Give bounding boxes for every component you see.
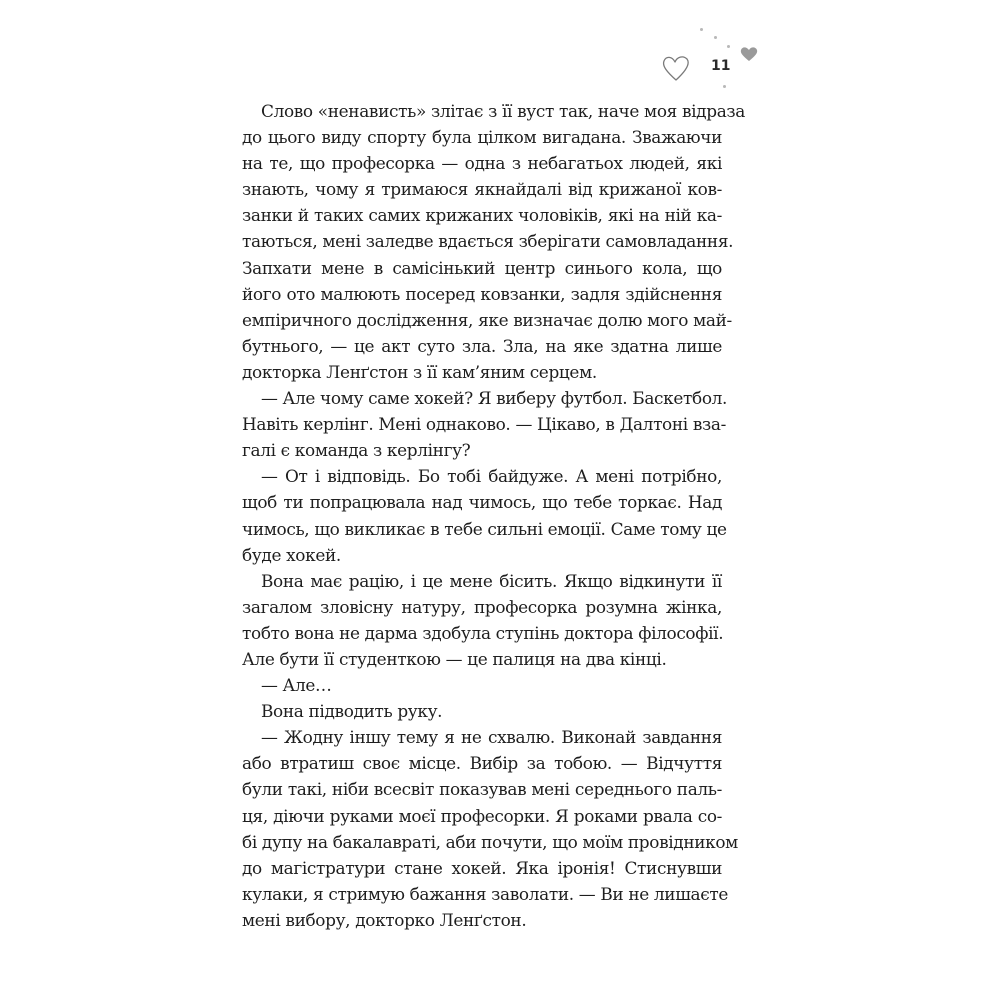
text-line: таються, мені заледве вдається зберігати самовладання.: [242, 231, 734, 252]
decor-dot: [700, 28, 703, 31]
text-line: були такі, ніби всесвіт показував мені середнього паль-: [242, 779, 722, 800]
text-line: на те, що професорка — одна з небагатьох людей, які: [242, 153, 722, 174]
text-line: емпіричного дослідження, яке визначає долю мого май-: [242, 309, 732, 330]
text-line: буде хокей.: [242, 544, 341, 565]
text-line: Вона підводить руку.: [261, 701, 443, 722]
text-line: Запхати мене в самісінький центр синього кола, що: [242, 257, 722, 278]
text-line: бі дупу на бакалавраті, аби почути, що моїм провідником: [242, 831, 738, 852]
text-line: його ото малюють посеред ковзанки, задля здійснення: [242, 283, 722, 304]
text-line: знають, чому я тримаюся якнайдалі від крижаної ков-: [242, 179, 722, 200]
page-number: 11: [711, 58, 731, 74]
text-line: бутнього, — це акт суто зла. Зла, на яке здатна лише: [242, 335, 722, 356]
text-line: кулаки, я стримую бажання заволати. — Ви не лишаєте: [242, 883, 729, 904]
text-line: Слово «ненависть» злітає з її вуст так, наче моя відраза: [261, 101, 745, 121]
text-line: загалом зловісну натуру, професорка розумна жінка,: [242, 596, 722, 617]
decor-dot: [727, 45, 730, 48]
text-line: занки й таких самих крижаних чоловіків, які на ній ка-: [242, 205, 722, 226]
text-line: Навіть керлінг. Мені однаково. — Цікаво, в Далтоні вза-: [242, 414, 726, 435]
text-line: ця, діючи руками моєї професорки. Я роками рвала со-: [242, 805, 722, 826]
text-line: докторка Ленґстон з її кам’яним серцем.: [242, 361, 597, 382]
decor-dot: [714, 36, 717, 39]
text-line: — От і відповідь. Бо тобі байдуже. А мені потрібно,: [261, 466, 722, 487]
text-line: — Жодну іншу тему я не схвалю. Виконай завдання: [261, 727, 722, 748]
heart-outline-icon: [661, 54, 691, 82]
text-line: або втратиш своє місце. Вибір за тобою. — Відчуття: [242, 753, 722, 774]
text-body: [242, 98, 745, 933]
text-line: до магістратури стане хокей. Яка іронія! Стиснувши: [242, 857, 722, 878]
text-line: до цього виду спорту була цілком вигадана. Зважаючи: [242, 127, 722, 148]
text-line: галі є команда з керлінгу?: [242, 440, 471, 461]
text-line: мені вибору, докторко Ленґстон.: [242, 909, 527, 930]
text-line: чимось, що викликає в тебе сильні емоції. Саме тому це: [242, 518, 727, 539]
heart-filled-icon: [740, 46, 758, 62]
text-line: Вона має рацію, і це мене бісить. Якщо відкинути її: [261, 570, 722, 591]
text-line: тобто вона не дарма здобула ступінь доктора філософії.: [242, 622, 724, 643]
text-line: — Але чому саме хокей? Я виберу футбол. Баскетбол.: [261, 388, 728, 409]
text-line: Але бути її студенткою — це палиця на два кінці.: [242, 648, 667, 669]
text-line: — Але…: [261, 675, 332, 696]
text-line: щоб ти попрацювала над чимось, що тебе торкає. Над: [242, 492, 722, 513]
decor-dot: [723, 85, 726, 88]
